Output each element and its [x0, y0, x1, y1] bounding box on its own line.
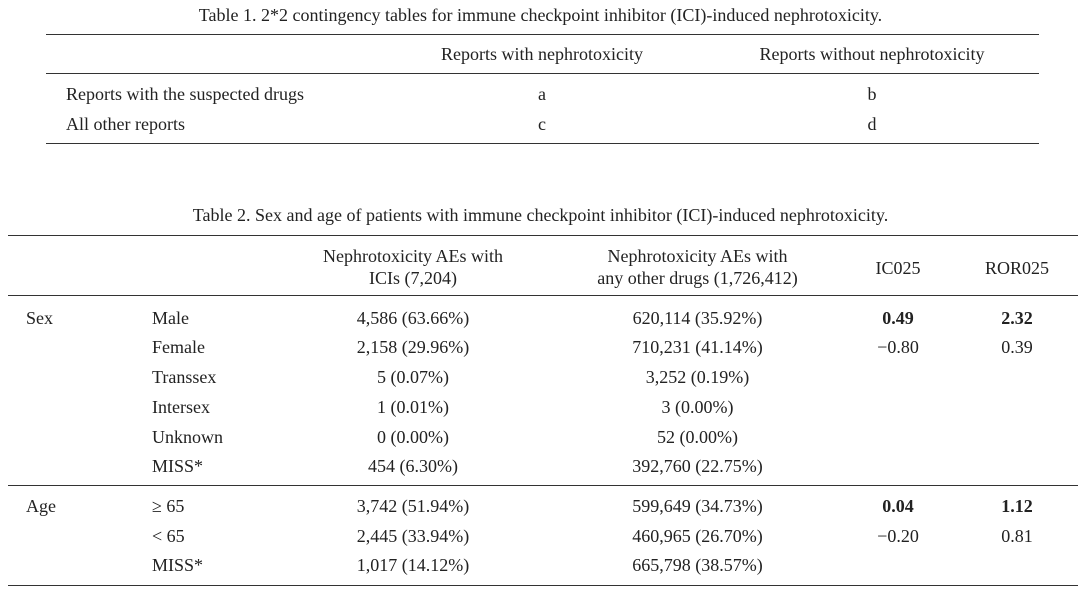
table1-cell: c: [538, 114, 546, 134]
table1-top-rule: [46, 34, 1039, 35]
table1-col-header-without: Reports without nephrotoxicity: [759, 44, 985, 64]
ic025-cell: −0.80: [877, 337, 919, 357]
row-label: ≥ 65: [152, 496, 185, 516]
other-cell: 52 (0.00%): [657, 427, 738, 447]
table2-bottom-rule: [8, 585, 1078, 586]
row-label: MISS*: [152, 555, 204, 575]
row-label: Female: [152, 337, 205, 357]
ici-cell: 1 (0.01%): [377, 397, 449, 417]
table1-caption: Table 1. 2*2 contingency tables for immune checkpoint inhibitor (ICI)-induced nephrotoxicity.: [198, 5, 883, 25]
ic025-cell: −0.20: [877, 526, 919, 546]
ici-cell: 0 (0.00%): [377, 427, 449, 447]
table2-top-rule: [8, 235, 1078, 236]
ici-cell: 2,158 (29.96%): [356, 337, 470, 357]
ror025-cell: 1.12: [1001, 496, 1033, 516]
ici-cell: 2,445 (33.94%): [356, 526, 470, 546]
other-cell: 620,114 (35.92%): [632, 308, 763, 328]
ror025-cell: 0.39: [1001, 337, 1033, 357]
header-line: any other drugs (1,726,412): [597, 268, 798, 288]
ici-cell: 4,586 (63.66%): [356, 308, 470, 328]
other-cell: 460,965 (26.70%): [632, 526, 763, 546]
other-cell: 3 (0.00%): [661, 397, 734, 417]
table1-col-header-with: Reports with nephrotoxicity: [441, 44, 643, 64]
header-line: Nephrotoxicity AEs with: [607, 246, 788, 266]
table2-header-ic025: IC025: [875, 258, 921, 278]
row-label: Male: [152, 308, 189, 328]
row-label: Transsex: [152, 367, 217, 387]
table1-bottom-rule: [46, 143, 1039, 144]
table1-cell: b: [867, 84, 877, 104]
ici-cell: 5 (0.07%): [377, 367, 449, 387]
other-cell: 392,760 (22.75%): [632, 456, 763, 476]
row-label: < 65: [152, 526, 185, 546]
table2-group-rule: [8, 485, 1078, 486]
row-label: Unknown: [152, 427, 223, 447]
table2-header-ror025: ROR025: [984, 258, 1049, 278]
table1-cell: d: [867, 114, 877, 134]
group-label-sex: Sex: [26, 308, 53, 328]
table2-caption: Table 2. Sex and age of patients with immune checkpoint inhibitor (ICI)-induced nephrotoxicity.: [192, 205, 889, 225]
table1-row-label: Reports with the suspected drugs: [66, 84, 304, 104]
other-cell: 599,649 (34.73%): [632, 496, 763, 516]
ici-cell: 3,742 (51.94%): [356, 496, 470, 516]
header-line: Nephrotoxicity AEs with: [323, 246, 503, 266]
table2-header-ici: [298, 245, 528, 289]
ic025-cell: 0.04: [882, 496, 914, 516]
ic025-cell: 0.49: [882, 308, 914, 328]
table2-header-rule: [8, 295, 1078, 296]
table1-row-label: All other reports: [66, 114, 185, 134]
table1-cell: a: [538, 84, 546, 104]
ici-cell: 1,017 (14.12%): [356, 555, 470, 575]
ici-cell: 454 (6.30%): [368, 456, 458, 476]
other-cell: 665,798 (38.57%): [632, 555, 763, 575]
ror025-cell: 0.81: [1001, 526, 1033, 546]
table2-header-other: [570, 245, 825, 289]
row-label: Intersex: [152, 397, 210, 417]
group-label-age: Age: [26, 496, 56, 516]
row-label: MISS*: [152, 456, 204, 476]
ror025-cell: 2.32: [1001, 308, 1033, 328]
header-line: ICIs (7,204): [369, 268, 457, 288]
other-cell: 710,231 (41.14%): [632, 337, 763, 357]
table1-header-rule: [46, 73, 1039, 74]
other-cell: 3,252 (0.19%): [645, 367, 750, 387]
